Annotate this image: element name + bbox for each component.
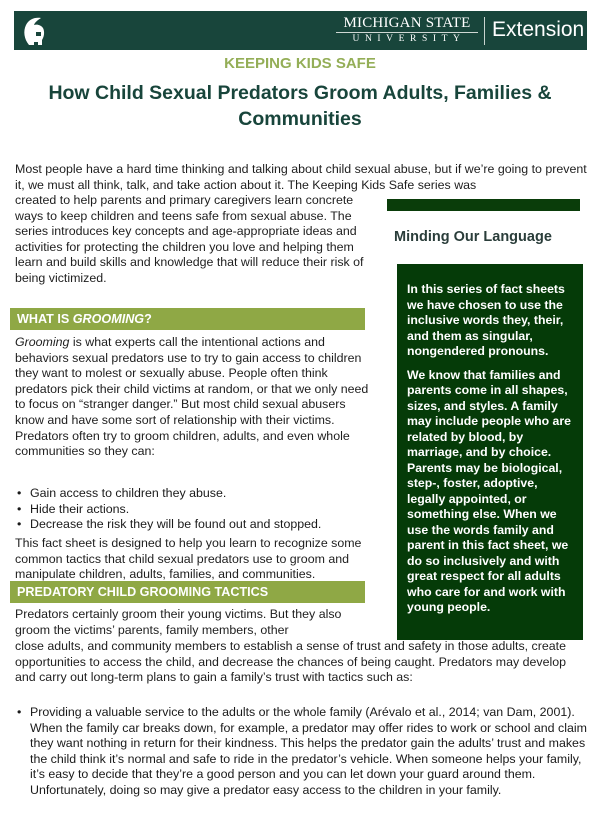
series-kicker: KEEPING KIDS SAFE [224,55,376,72]
heading-italic: GROOMING [72,312,145,326]
bullet-icon: • [17,486,22,500]
bullet-icon: • [17,517,22,532]
list-item: • Gain access to children they abuse. [17,486,227,500]
university-name-line2: UNIVERSITY [352,34,466,44]
tactics-bullet-list [15,705,590,799]
section-heading-grooming [10,308,365,330]
bullet-icon: • [17,501,22,516]
spartan-helmet-icon [21,15,49,47]
intro-paragraph-lead: Most people have a hard time thinking and talking about child sexual abuse, but if we’re going to prevent it, we must all think, talk, and take action about it. The Keeping Kids Safe series was [15,162,587,192]
list-item: • Providing a valuable service to the adults or the whole family (Arévalo et al., 2014; van Dam, 2001). When the family car breaks down, for example, a predator may offer rides to work or school and claim they want nothing in return for their kindness. This helps the predator gain the adults’ trust and makes the child think it’s normal and safe to ride in the predator’s vehicle. When someone helps your family, it’s easy to decide that they’re a good person and you can let down your guard around them. Unfortunately, doing so may give a predator easy access to the children in your family. [17,705,587,797]
sidebar-paragraph: In this series of fact sheets we have chosen to use the inclusive words they, their, and them as singular, nongendered pronouns. [407,282,565,358]
section-heading-tactics: PREDATORY CHILD GROOMING TACTICS [10,581,365,603]
tactics-paragraph-full: close adults, and community members to establish a sense of trust and safety in those adults, create opportunities to access the child, and decrease the chances of being caught. Predators may develop and carry out long-term plans to gain a family’s trust with tactics such as: [15,639,567,685]
list-item: • Decrease the risk they will be found out and stopped. [17,517,322,532]
sidebar-box [397,264,583,640]
grooming-term: Grooming [15,335,70,349]
university-name-line1: MICHIGAN STATE [336,16,478,33]
header-divider [484,17,485,45]
tactics-paragraph-wrap: Predators certainly groom their young victims. But they also groom the victims’ parents, family members, other [15,607,342,637]
unit-name: Extension [492,18,585,41]
intro-paragraph-wrap: created to help parents and primary caregivers learn concrete ways to keep children and teens safe from sexual abuse. The series introduces key concepts and age-appropriate ideas and activities for protecting the children you love and helping them learn and build skills and knowledge that will reduce their risk of being victimized. [15,193,364,285]
grooming-bullet-list [15,486,375,533]
grooming-body: is what experts call the intentional actions and behaviors sexual predators use to try to gain access to children they want to molest or sexually abuse. People often think predators pick their child victims at random, or that we only need to focus on “stranger danger.” But most child sexual abusers know and have some sort of relationship with their victims. Predators often try to groom children, adults, and even whole communities so they can: [15,335,369,459]
university-wordmark [336,16,478,46]
heading-prefix: WHAT IS [17,312,73,326]
heading-suffix: ? [144,312,152,326]
page-title: How Child Sexual Predators Groom Adults, Families & Communities [48,82,552,130]
bullet-icon: • [17,705,22,719]
sidebar-top-bar [387,199,580,211]
grooming-closing-paragraph: This fact sheet is designed to help you learn to recognize some common tactics that child sexual predators use to groom and manipulate children, adults, families, and communities. [15,536,362,582]
list-item: • Hide their actions. [17,501,130,516]
sidebar-title: Minding Our Language [394,229,552,245]
sidebar-paragraph: We know that families and parents come in all shapes, sizes, and styles. A family may include people who are related by blood, by marriage, and by choice. Parents may be biological, step-, foster, adoptive, legally appointed, or something else. When we use the words family and parent in this fact sheet, we do so inclusively and with great respect for all adults who care for and work with young people. [407,367,572,614]
grooming-paragraph [15,335,375,460]
header-banner [14,11,587,50]
